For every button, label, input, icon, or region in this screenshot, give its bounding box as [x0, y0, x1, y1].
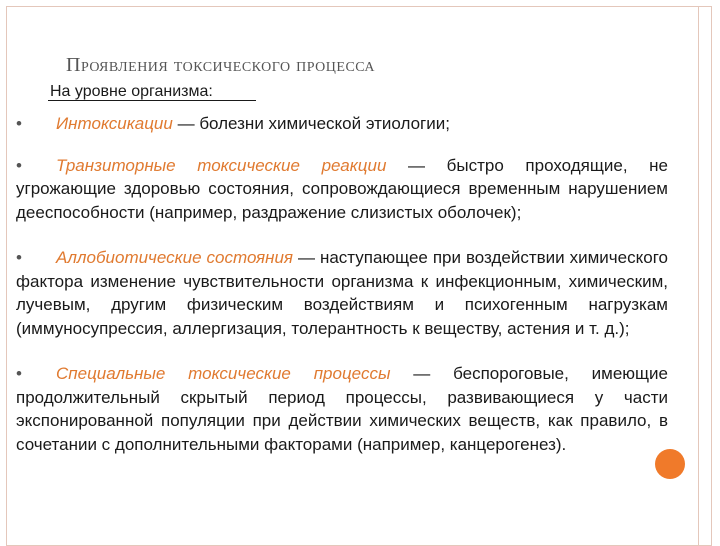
right-border-line — [698, 6, 699, 546]
item-dash: — — [408, 155, 426, 175]
item-text: болезни химической этиологии; — [199, 114, 450, 133]
list-item — [16, 246, 668, 340]
item-text: беспороговые, имеющие продолжительный скрытый период процессы, развивающиеся у части экспонированной популяции при действии химических веществ, как правило, в сочетании с дополнительными факторами (например, канцерогенез). — [16, 364, 668, 454]
slide-subtitle: На уровне организма: — [50, 83, 213, 100]
item-dash: — — [297, 248, 315, 267]
orange-circle-decoration — [655, 449, 685, 479]
slide-title: Проявления токсического процесса — [66, 54, 376, 76]
item-text: наступающее при воздействии химического фактора изменение чувствительности организма к инфекционным, химическим, лучевым, другим физическим воздействиям и психогенным нагрузкам (иммуносупрессия, аллергизация, толерантность к веществу, астения и т. д.); — [16, 248, 668, 338]
bullet-icon: • — [16, 248, 22, 267]
bullet-icon: • — [16, 114, 22, 133]
list-item — [16, 362, 668, 456]
item-term: Транзиторные токсические реакции — [56, 155, 387, 175]
item-term: Интоксикации — [56, 114, 173, 133]
bullet-list — [16, 112, 668, 478]
list-item — [16, 154, 668, 225]
bullet-icon: • — [16, 155, 22, 175]
subtitle-underline — [48, 100, 256, 101]
item-dash: — — [177, 114, 195, 133]
bullet-icon: • — [16, 364, 22, 383]
list-item — [16, 112, 668, 136]
item-term: Специальные токсические процессы — [56, 364, 391, 383]
item-dash: — — [413, 364, 431, 383]
item-term: Аллобиотические состояния — [56, 248, 293, 267]
item-text: быстро проходящие, не угрожающие здоровью состояния, сопровождающиеся временным нарушением дееспособности (например, раздражение слизистых оболочек); — [16, 155, 668, 222]
